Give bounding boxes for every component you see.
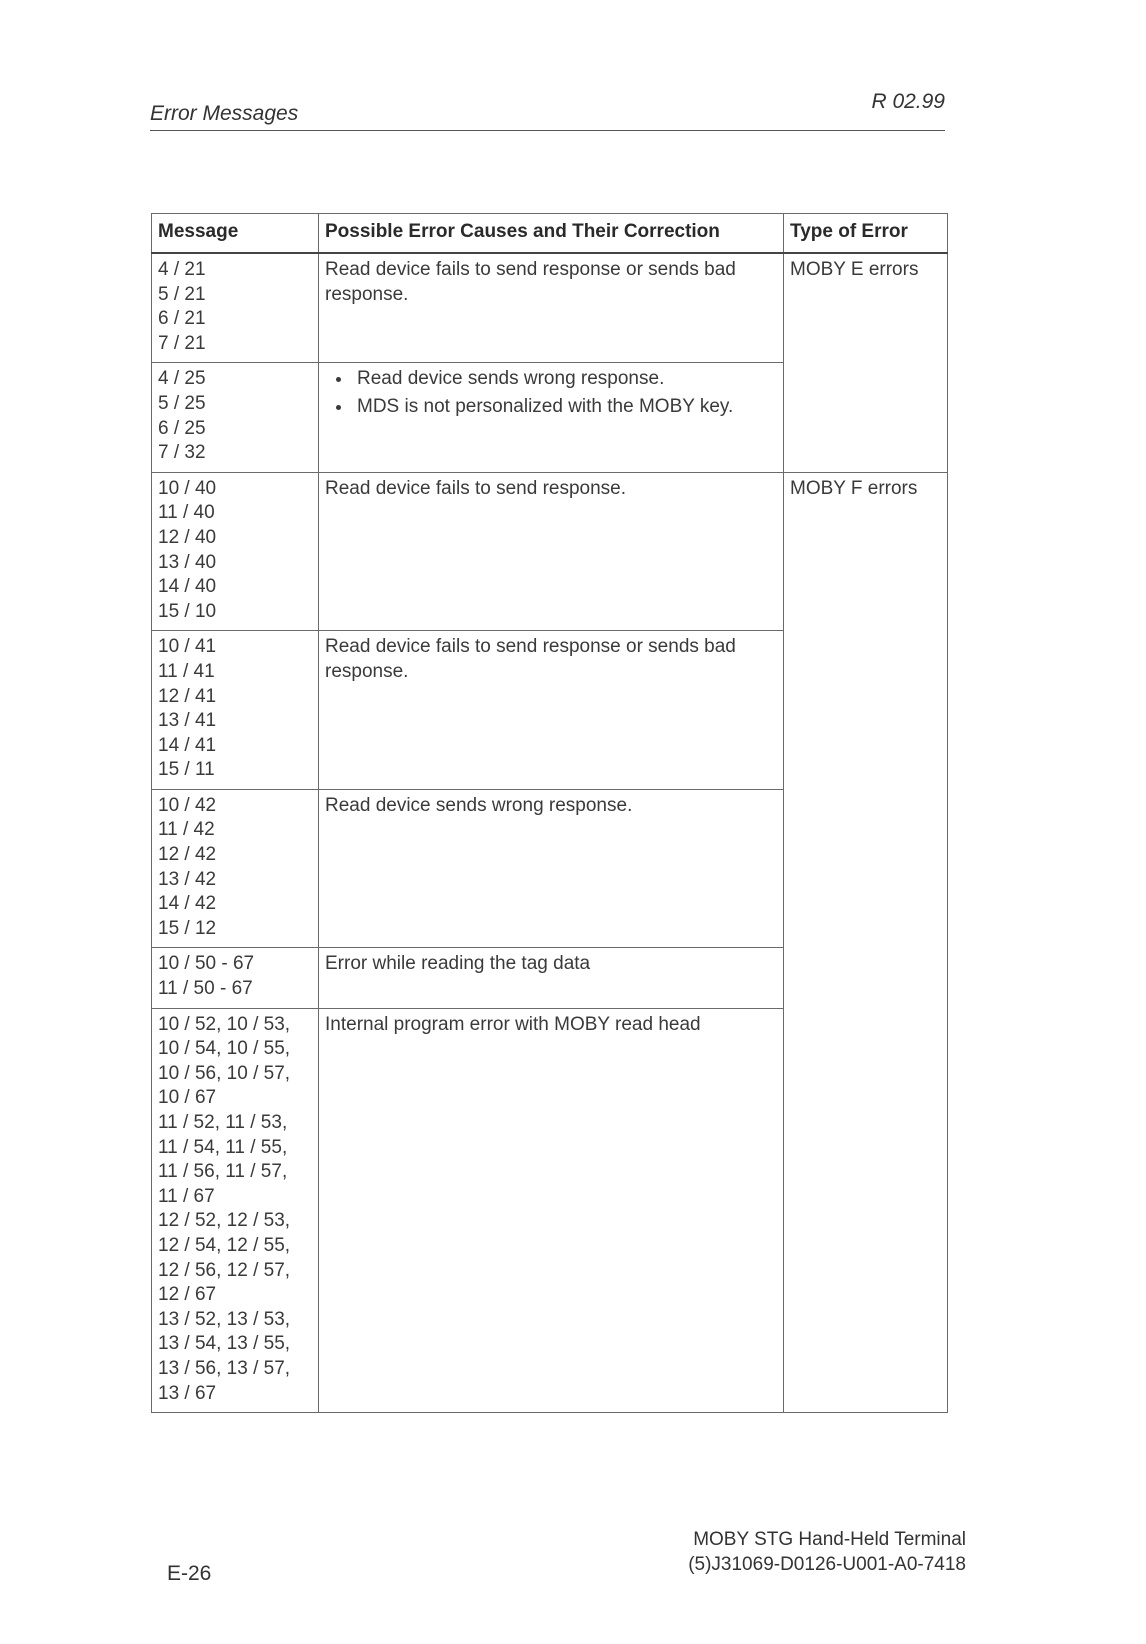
error-type-cell: MOBY E errors [784, 253, 948, 472]
column-header-type: Type of Error [784, 214, 948, 254]
column-header-causes: Possible Error Causes and Their Correction [319, 214, 784, 254]
message-code: 12 / 41 [158, 685, 217, 707]
message-code: 13 / 54, 13 / 55, [158, 1333, 291, 1355]
message-code: 11 / 54, 11 / 55, [158, 1136, 288, 1158]
cause-cell: Internal program error with MOBY read head [319, 1008, 784, 1413]
message-code: 11 / 41 [158, 660, 215, 682]
message-code: 12 / 67 [158, 1284, 217, 1306]
table-row [152, 253, 948, 363]
message-code: 12 / 52, 12 / 53, [158, 1210, 291, 1232]
message-code: 4 / 25 [158, 368, 206, 390]
cause-cell: Read device fails to send response or sends bad response. [319, 253, 784, 363]
message-code: 13 / 41 [158, 710, 217, 732]
message-code: 12 / 54, 12 / 55, [158, 1234, 291, 1256]
message-code: 12 / 40 [158, 526, 217, 548]
table-header-row [152, 214, 948, 254]
document-id: (5)J31069-D0126-U001-A0-7418 [688, 1554, 966, 1575]
message-code: 12 / 56, 12 / 57, [158, 1259, 291, 1281]
message-code: 13 / 40 [158, 551, 217, 573]
message-code: 6 / 25 [158, 417, 206, 439]
message-code: 7 / 21 [158, 332, 206, 354]
cause-cell: Error while reading the tag data [319, 948, 784, 1008]
message-code: 13 / 52, 13 / 53, [158, 1308, 291, 1330]
message-cell [152, 789, 319, 948]
message-cell [152, 472, 319, 631]
cause-bullet-list [325, 367, 777, 419]
message-cell [152, 253, 319, 363]
message-code: 13 / 67 [158, 1382, 217, 1404]
message-code: 12 / 42 [158, 844, 217, 866]
message-code: 7 / 32 [158, 442, 206, 464]
message-code: 15 / 10 [158, 600, 217, 622]
message-cell [152, 948, 319, 1008]
cause-cell: Read device fails to send response or sends bad response. [319, 631, 784, 790]
section-title: Error Messages [150, 102, 299, 125]
message-code: 11 / 67 [158, 1185, 215, 1207]
table-row [152, 472, 948, 631]
message-code: 10 / 67 [158, 1087, 217, 1109]
message-code: 10 / 41 [158, 636, 217, 658]
message-code: 10 / 54, 10 / 55, [158, 1038, 291, 1060]
message-code: 14 / 42 [158, 893, 217, 915]
cause-cell: Read device sends wrong response. [319, 789, 784, 948]
message-code: 11 / 42 [158, 819, 215, 841]
page-number: E-26 [167, 1562, 212, 1585]
cause-bullet: • Read device sends wrong response. [353, 367, 777, 392]
message-code: 10 / 52, 10 / 53, [158, 1013, 291, 1035]
product-name: MOBY STG Hand-Held Terminal [693, 1529, 966, 1550]
message-code: 10 / 42 [158, 794, 217, 816]
message-code: 13 / 56, 13 / 57, [158, 1357, 291, 1379]
footer-document-info [688, 1527, 966, 1577]
message-code: 13 / 42 [158, 868, 217, 890]
message-code: 11 / 56, 11 / 57, [158, 1161, 288, 1183]
message-cell [152, 363, 319, 472]
message-code: 14 / 41 [158, 734, 217, 756]
message-code: 10 / 56, 10 / 57, [158, 1062, 291, 1084]
cause-bullet: • MDS is not personalized with the MOBY key. [353, 395, 777, 420]
error-type-cell: MOBY F errors [784, 472, 948, 1412]
message-code: 11 / 40 [158, 502, 215, 524]
revision-label: R 02.99 [871, 90, 945, 113]
message-code: 10 / 40 [158, 477, 217, 499]
cause-cell: Read device fails to send response. [319, 472, 784, 631]
cause-cell [319, 363, 784, 472]
message-cell [152, 1008, 319, 1413]
message-code: 14 / 40 [158, 576, 217, 598]
page-header [150, 90, 945, 131]
message-code: 15 / 12 [158, 917, 217, 939]
message-code: 5 / 25 [158, 392, 206, 414]
message-code: 4 / 21 [158, 259, 206, 280]
message-code: 11 / 52, 11 / 53, [158, 1112, 288, 1133]
message-code: 11 / 50 - 67 [158, 978, 253, 1000]
message-code: 5 / 21 [158, 283, 206, 305]
message-code: 10 / 50 - 67 [158, 953, 255, 975]
message-cell [152, 631, 319, 790]
message-code: 15 / 11 [158, 759, 215, 781]
message-code: 6 / 21 [158, 308, 206, 330]
column-header-message: Message [152, 214, 319, 254]
error-messages-table [151, 213, 948, 1413]
